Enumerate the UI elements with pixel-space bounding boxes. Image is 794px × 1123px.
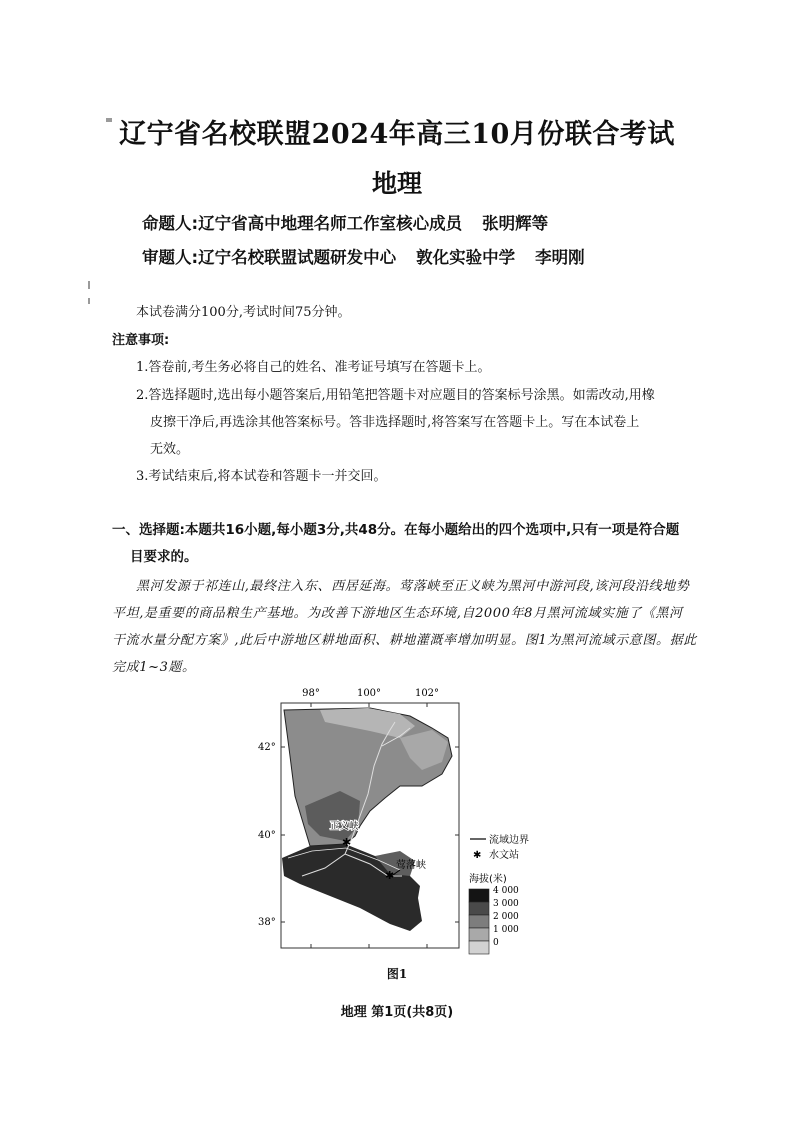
note-item: 1.答卷前,考生务必将自己的姓名、准考证号填写在答题卡上。 xyxy=(136,360,491,375)
elev-swatch xyxy=(469,915,489,928)
page-footer: 地理 第1页(共8页) xyxy=(340,1005,454,1020)
note-item: 皮擦干净后,再选涂其他答案标号。答非选择题时,将答案写在答题卡上。写在本试卷上 xyxy=(150,415,640,430)
place-label-zhengyixia: 正义峡 xyxy=(330,821,359,832)
exam-title: 辽宁省名校联盟2024年高三10月份联合考试 xyxy=(119,119,675,150)
elev-swatch xyxy=(469,941,489,954)
reviewer-line xyxy=(142,244,585,268)
passage-line: 完成1~3题。 xyxy=(112,660,196,675)
lon-label: 98° xyxy=(302,688,320,699)
lon-label: 102° xyxy=(414,688,440,699)
hydro-station-icon: ✱ xyxy=(342,836,352,849)
scan-speck xyxy=(88,298,90,304)
hydro-station-legend-icon: ✱ xyxy=(473,850,482,861)
lat-label: 38° xyxy=(258,917,276,928)
setter-org: 辽宁省高中地理名师工作室核心成员 xyxy=(198,214,463,233)
legend-elev-title: 海拔(米) xyxy=(469,874,507,885)
passage-line: 干流水量分配方案》,此后中游地区耕地面积、耕地灌溉率增加明显。图1为黑河流域示意图。据此 xyxy=(112,633,697,648)
elev-label: 2 000 xyxy=(493,912,519,922)
elevation-scale xyxy=(469,886,519,954)
note-item: 3.考试结束后,将本试卷和答题卡一并交回。 xyxy=(136,469,387,484)
elev-label: 0 xyxy=(493,938,499,948)
score-line: 本试卷满分100分,考试时间75分钟。 xyxy=(136,305,351,320)
hydro-station-icon: ✱ xyxy=(385,869,395,882)
reviewer-name: 李明刚 xyxy=(535,248,585,267)
elev-swatch xyxy=(469,889,489,902)
passage-line: 黑河发源于祁连山,最终注入东、西居延海。莺落峡至正义峡为黑河中游河段,该河段沿线地势 xyxy=(136,579,690,594)
heihe-basin-map xyxy=(250,686,550,996)
reviewer-org: 辽宁名校联盟试题研发中心 xyxy=(198,248,397,267)
reviewer-label: 审题人: xyxy=(142,248,199,267)
elev-swatch xyxy=(469,928,489,941)
figure-caption: 图1 xyxy=(386,967,408,981)
section-heading: 一、选择题:本题共16小题,每小题3分,共48分。在每小题给出的四个选项中,只有一项是符合题 xyxy=(112,522,680,538)
note-item: 2.答选择题时,选出每小题答案后,用铅笔把答题卡对应题目的答案标号涂黑。如需改动,用橡 xyxy=(136,388,655,403)
elev-swatch xyxy=(469,902,489,915)
setter-line xyxy=(142,210,548,234)
place-label-yingluoxia: 莺落峡 xyxy=(396,860,426,871)
setter-label: 命题人: xyxy=(142,214,199,233)
elev-label: 1 000 xyxy=(493,925,519,935)
elev-label: 4 000 xyxy=(493,886,519,896)
reviewer-school: 敦化实验中学 xyxy=(416,248,516,267)
passage-line: 平坦,是重要的商品粮生产基地。为改善下游地区生态环境,自2000年8月黑河流域实施了《黑河 xyxy=(112,606,683,621)
exam-subject: 地理 xyxy=(371,169,422,198)
setter-name: 张明辉等 xyxy=(482,214,549,233)
legend-boundary-label: 流域边界 xyxy=(489,835,529,846)
lon-label: 100° xyxy=(356,688,382,699)
elev-label: 3 000 xyxy=(493,899,519,909)
note-item: 无效。 xyxy=(150,442,190,457)
lat-label: 42° xyxy=(258,742,276,753)
lat-label: 40° xyxy=(258,830,276,841)
section-heading-cont: 目要求的。 xyxy=(130,549,198,565)
scan-speck xyxy=(88,281,90,289)
legend-station-label: 水文站 xyxy=(489,850,519,861)
notes-title: 注意事项: xyxy=(112,333,170,348)
